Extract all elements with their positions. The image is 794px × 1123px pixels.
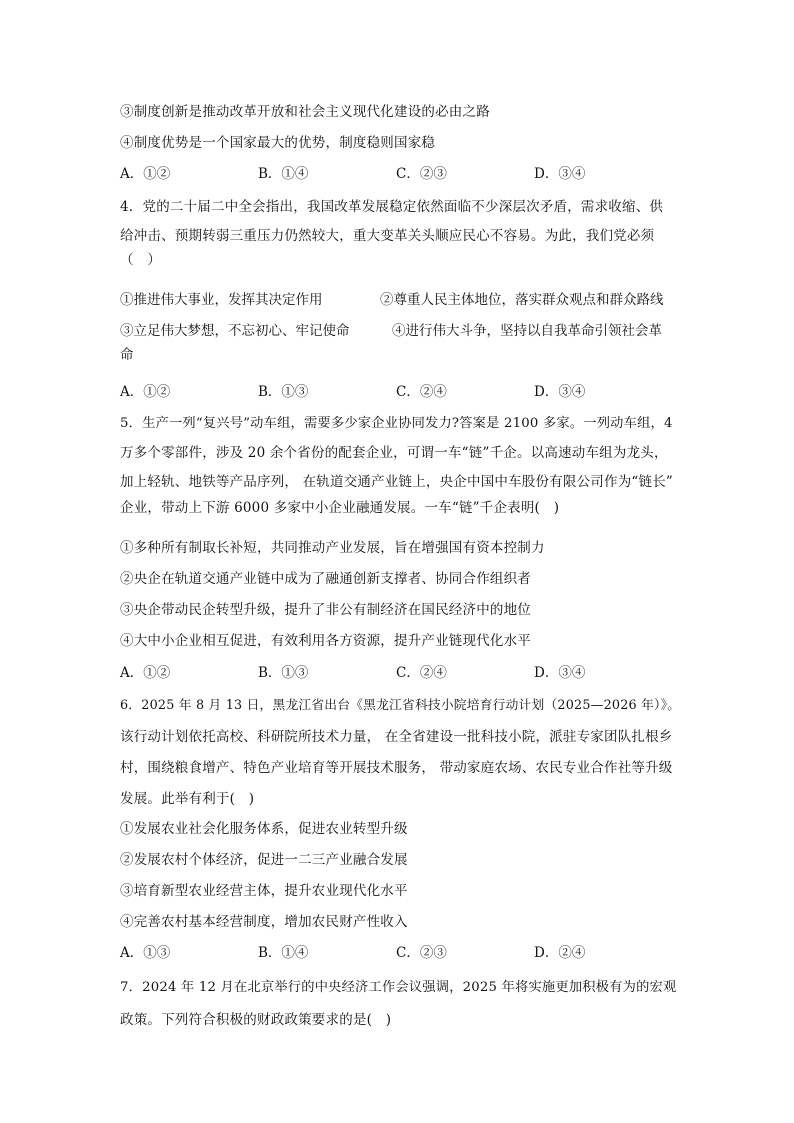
q3-item-4: ④制度优势是一个国家最大的优势，制度稳则国家稳 <box>120 135 436 151</box>
q6-item-1: ①发展农业社会化服务体系，促进农业转型升级 <box>120 821 408 837</box>
q5-item-2: ②央企在轨道交通产业链中成为了融通创新支撑者、协同合作组织者 <box>120 571 531 587</box>
q4-item-4-cont: 命 <box>120 347 134 363</box>
q4-stem-line-2: 给冲击、预期转弱三重压力仍然较大，重大变革关头顺应民心不容易。为此，我们党必须 <box>120 228 655 244</box>
q3-option-b: B．①④ <box>258 166 309 182</box>
q5-stem-line-4: 企业，带动上下游 6000 多家中小企业融通发展。一车“链”千企表明( ) <box>120 500 560 516</box>
q7-stem-line-1: 7．2024 年 12 月在北京举行的中央经济工作会议强调，2025 年将实施更加积极有为的宏观 <box>120 980 677 995</box>
q5-stem-line-3: 加上轻轨、地铁等产品序列， 在轨道交通产业链上，央企中国中车股份有限公司作为“链长” <box>120 474 673 490</box>
q6-item-2: ②发展农村个体经济，促进一二三产业融合发展 <box>120 852 408 868</box>
q4-item-1: ①推进伟大事业，发挥其决定作用 <box>120 292 323 308</box>
q5-option-d: D．③④ <box>534 665 586 681</box>
q5-stem-line-2: 万多个零部件，涉及 20 余个省份的配套企业，可谓一车“链”千企。以高速动车组为龙头， <box>120 445 668 461</box>
q5-stem-line-1: 5．生产一列“复兴号”动车组，需要多少家企业协同发力?答案是 2100 多家。一列动车组，4 <box>120 416 673 431</box>
q4-option-a: A．①② <box>120 384 171 400</box>
q6-option-d: D．②④ <box>534 945 586 961</box>
q4-option-c: C．②④ <box>396 384 447 400</box>
q4-stem-line-1: 4．党的二十届二中全会指出，我国改革发展稳定依然面临不少深层次矛盾，需求收缩、供 <box>120 199 664 215</box>
q6-option-c: C．②③ <box>396 945 447 961</box>
q6-option-b: B．①④ <box>258 945 309 961</box>
q3-option-c: C．②③ <box>396 166 447 182</box>
q6-option-a: A．①③ <box>120 945 171 961</box>
q4-item-4: ④进行伟大斗争，坚持以自我革命引领社会革 <box>392 323 662 339</box>
q6-item-4: ④完善农村基本经营制度，增加农民财产性收入 <box>120 914 408 930</box>
q6-item-3: ③培育新型农业经营主体，提升农业现代化水平 <box>120 883 408 899</box>
q6-stem-line-2: 该行动计划依托高校、科研院所技术力量， 在全省建设一批科技小院，派驻专家团队扎根乡 <box>120 729 673 745</box>
q5-option-c: C．②④ <box>396 665 447 681</box>
q4-item-3: ③立足伟大梦想，不忘初心、牢记使命 <box>120 323 350 339</box>
q6-stem-line-3: 村，围绕粮食增产、特色产业培育等开展技术服务， 带动家庭农场、农民专业合作社等升级 <box>120 760 673 776</box>
q3-option-d: D．③④ <box>534 166 586 182</box>
q4-item-2: ②尊重人民主体地位，落实群众观点和群众路线 <box>380 292 664 308</box>
q3-option-a: A．①② <box>120 166 171 182</box>
q6-stem-line-4: 发展。此举有利于( ) <box>120 791 255 807</box>
q5-option-b: B．①③ <box>258 665 309 681</box>
q5-option-a: A．①② <box>120 665 171 681</box>
q4-stem-line-3: （ ） <box>120 252 162 268</box>
q4-option-d: D．③④ <box>534 384 586 400</box>
q5-item-1: ①多种所有制取长补短，共同推动产业发展，旨在增强国有资本控制力 <box>120 540 545 556</box>
q5-item-4: ④大中小企业相互促进，有效利用各方资源，提升产业链现代化水平 <box>120 633 531 649</box>
q5-item-3: ③央企带动民企转型升级，提升了非公有制经济在国民经济中的地位 <box>120 602 531 618</box>
q3-item-3: ③制度创新是推动改革开放和社会主义现代化建设的必由之路 <box>120 104 490 120</box>
q7-stem-line-2: 政策。下列符合积极的财政政策要求的是( ) <box>120 1012 392 1028</box>
q4-option-b: B．①③ <box>258 384 309 400</box>
q6-stem-line-1: 6．2025 年 8 月 13 日，黑龙江省出台《黑龙江省科技小院培育行动计划（2025—2026 年）》。 <box>120 698 681 713</box>
